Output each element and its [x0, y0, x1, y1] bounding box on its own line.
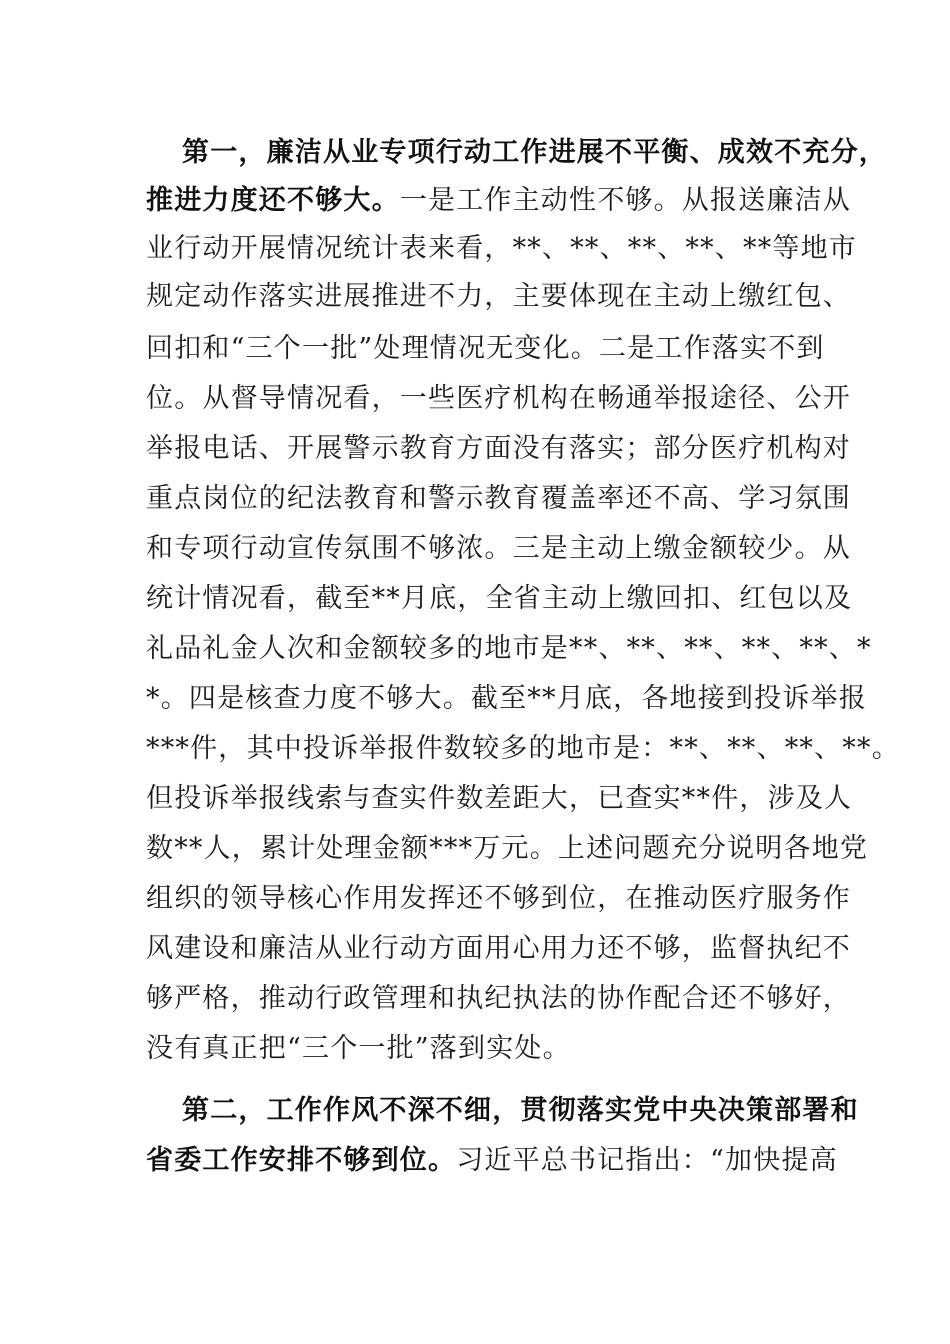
paragraph-1-line-19 — [146, 1029, 826, 1069]
paragraph-1-line-8 — [146, 479, 851, 519]
body-text: 一是工作主动性不够。从报送廉洁从 — [399, 185, 852, 216]
body-text: *。四是核查力度不够大。截至**月底，各地接到投诉举报 — [146, 683, 867, 714]
paragraph-1-line-5 — [146, 329, 826, 369]
paragraph-1-line-4 — [146, 277, 851, 317]
paragraph-1-line-17 — [146, 929, 851, 969]
paragraph-1-line-11 — [146, 629, 872, 669]
body-text: 回扣和“三个一批”处理情况无变化。二是工作落实不到 — [146, 333, 825, 364]
paragraph-1-line-7 — [146, 429, 851, 469]
body-text: 没有真正把“三个一批”落到实处。 — [146, 1033, 571, 1064]
paragraph-1-line-3 — [146, 229, 857, 269]
body-text: 礼品礼金人次和金额较多的地市是**、**、**、**、**、* — [146, 633, 872, 664]
body-text: 但投诉举报线索与查实件数差距大，已查实**件，涉及人 — [146, 783, 853, 814]
paragraph-1-line-13 — [146, 729, 900, 769]
paragraph-1-line-9 — [146, 529, 851, 569]
paragraph-1-line-1 — [182, 133, 887, 173]
bold-heading: 推进力度还不够大。 — [146, 185, 400, 216]
body-text: 数**人，累计处理金额***万元。上述问题充分说明各地党 — [146, 833, 869, 864]
paragraph-2-line-2 — [146, 1141, 838, 1181]
body-text: 统计情况看，截至**月底，全省主动上缴回扣、红包以及 — [146, 583, 853, 614]
paragraph-1-line-14 — [146, 779, 853, 819]
bold-heading: 省委工作安排不够到位。 — [146, 1145, 457, 1176]
paragraph-1-line-12 — [146, 679, 867, 719]
body-text: 规定动作落实进展推进不力，主要体现在主动上缴红包、 — [146, 281, 851, 312]
body-text: 业行动开展情况统计表来看，**、**、**、**、**等地市 — [146, 233, 857, 264]
paragraph-1-line-2 — [146, 181, 852, 221]
paragraph-1-line-6 — [146, 379, 851, 419]
body-text: 习近平总书记指出：“加快提高 — [456, 1145, 838, 1176]
body-text: 够严格，推动行政管理和执纪执法的协作配合还不够好， — [146, 983, 851, 1014]
paragraph-1-line-10 — [146, 579, 853, 619]
body-text: 和专项行动宣传氛围不够浓。三是主动上缴金额较少。从 — [146, 533, 851, 564]
body-text: 重点岗位的纪法教育和警示教育覆盖率还不高、学习氛围 — [146, 483, 851, 514]
paragraph-1-line-18 — [146, 979, 851, 1019]
bold-heading: 第二，工作作风不深不细，贯彻落实党中央决策部署和 — [182, 1095, 859, 1126]
paragraph-1-line-15 — [146, 829, 869, 869]
bold-heading: 第一，廉洁从业专项行动工作进展不平衡、成效不充分， — [182, 137, 887, 168]
body-text: 组织的领导核心作用发挥还不够到位，在推动医疗服务作 — [146, 883, 851, 914]
body-text: 举报电话、开展警示教育方面没有落实；部分医疗机构对 — [146, 433, 851, 464]
paragraph-1-line-16 — [146, 879, 851, 919]
paragraph-2-line-1 — [182, 1091, 862, 1131]
body-text: 风建设和廉洁从业行动方面用心用力还不够，监督执纪不 — [146, 933, 851, 964]
body-text: ***件，其中投诉举报件数较多的地市是：**、**、**、**。 — [146, 733, 900, 764]
body-text: 位。从督导情况看，一些医疗机构在畅通举报途径、公开 — [146, 383, 851, 414]
